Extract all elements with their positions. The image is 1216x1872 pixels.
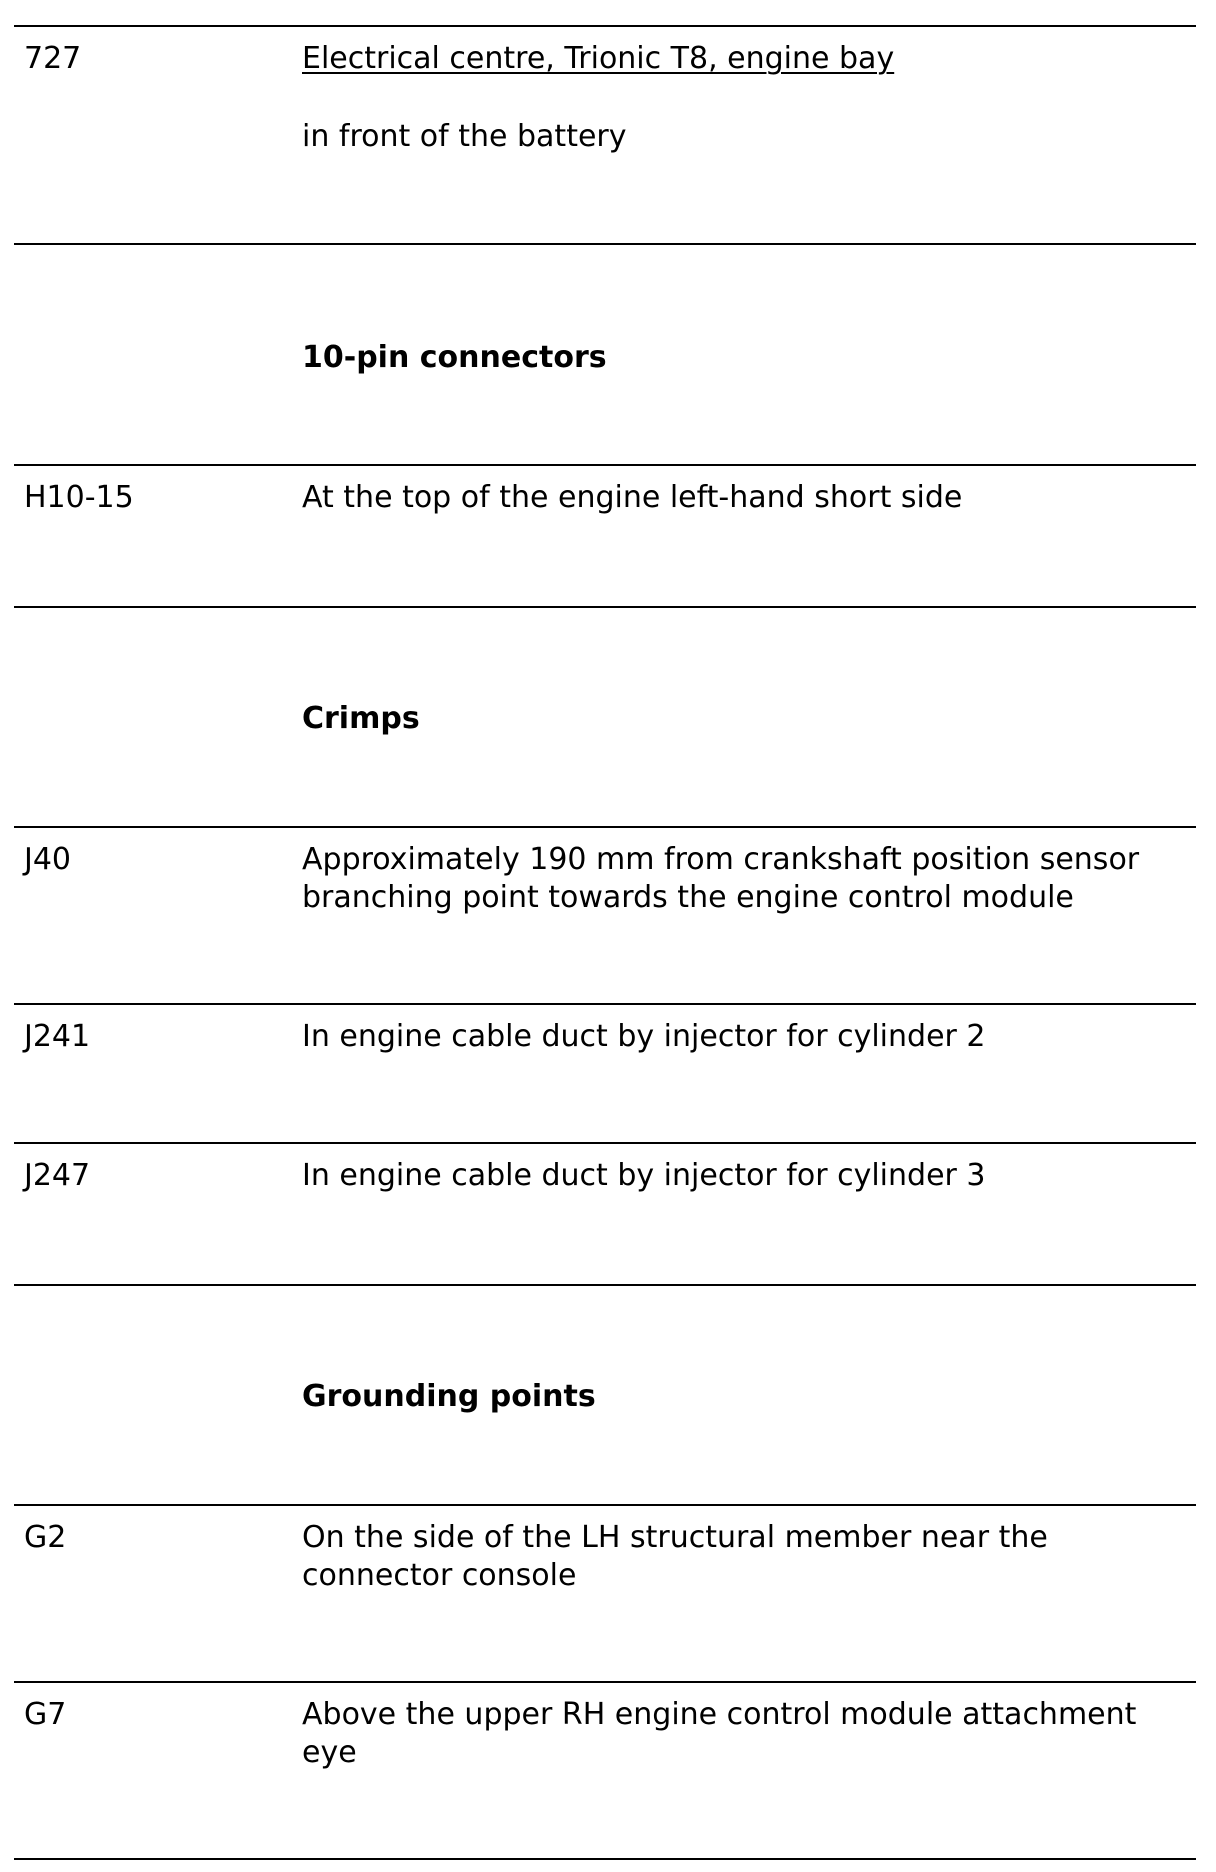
table-divider [14,1858,1196,1860]
table-divider [14,826,1196,828]
component-description: in front of the battery [302,119,627,154]
component-code: J40 [24,842,72,877]
table-divider [14,606,1196,608]
section-heading: Crimps [302,701,420,736]
component-description: In engine cable duct by injector for cylinder 2 [302,1019,986,1054]
component-code: G7 [24,1697,67,1732]
component-code: G2 [24,1520,67,1555]
table-divider [14,1504,1196,1506]
table-divider [14,1681,1196,1683]
component-code: 727 [24,41,82,76]
table-divider [14,1284,1196,1286]
table-divider [14,1003,1196,1005]
component-description: Approximately 190 mm from crankshaft position sensor branching point towards the engine control module [302,842,1140,915]
section-heading: Grounding points [302,1379,596,1414]
component-code: H10-15 [24,480,134,515]
table-divider [14,243,1196,245]
component-description: On the side of the LH structural member near the connector console [302,1520,1048,1593]
component-code: J247 [24,1158,91,1193]
table-divider [14,1142,1196,1144]
component-title: Electrical centre, Trionic T8, engine bay [302,41,895,76]
table-divider [14,25,1196,27]
table-divider [14,464,1196,466]
component-description: Above the upper RH engine control module attachment eye [302,1697,1137,1770]
component-description: At the top of the engine left-hand short side [302,480,963,515]
section-heading: 10-pin connectors [302,340,607,375]
component-code: J241 [24,1019,91,1054]
component-description: In engine cable duct by injector for cylinder 3 [302,1158,986,1193]
